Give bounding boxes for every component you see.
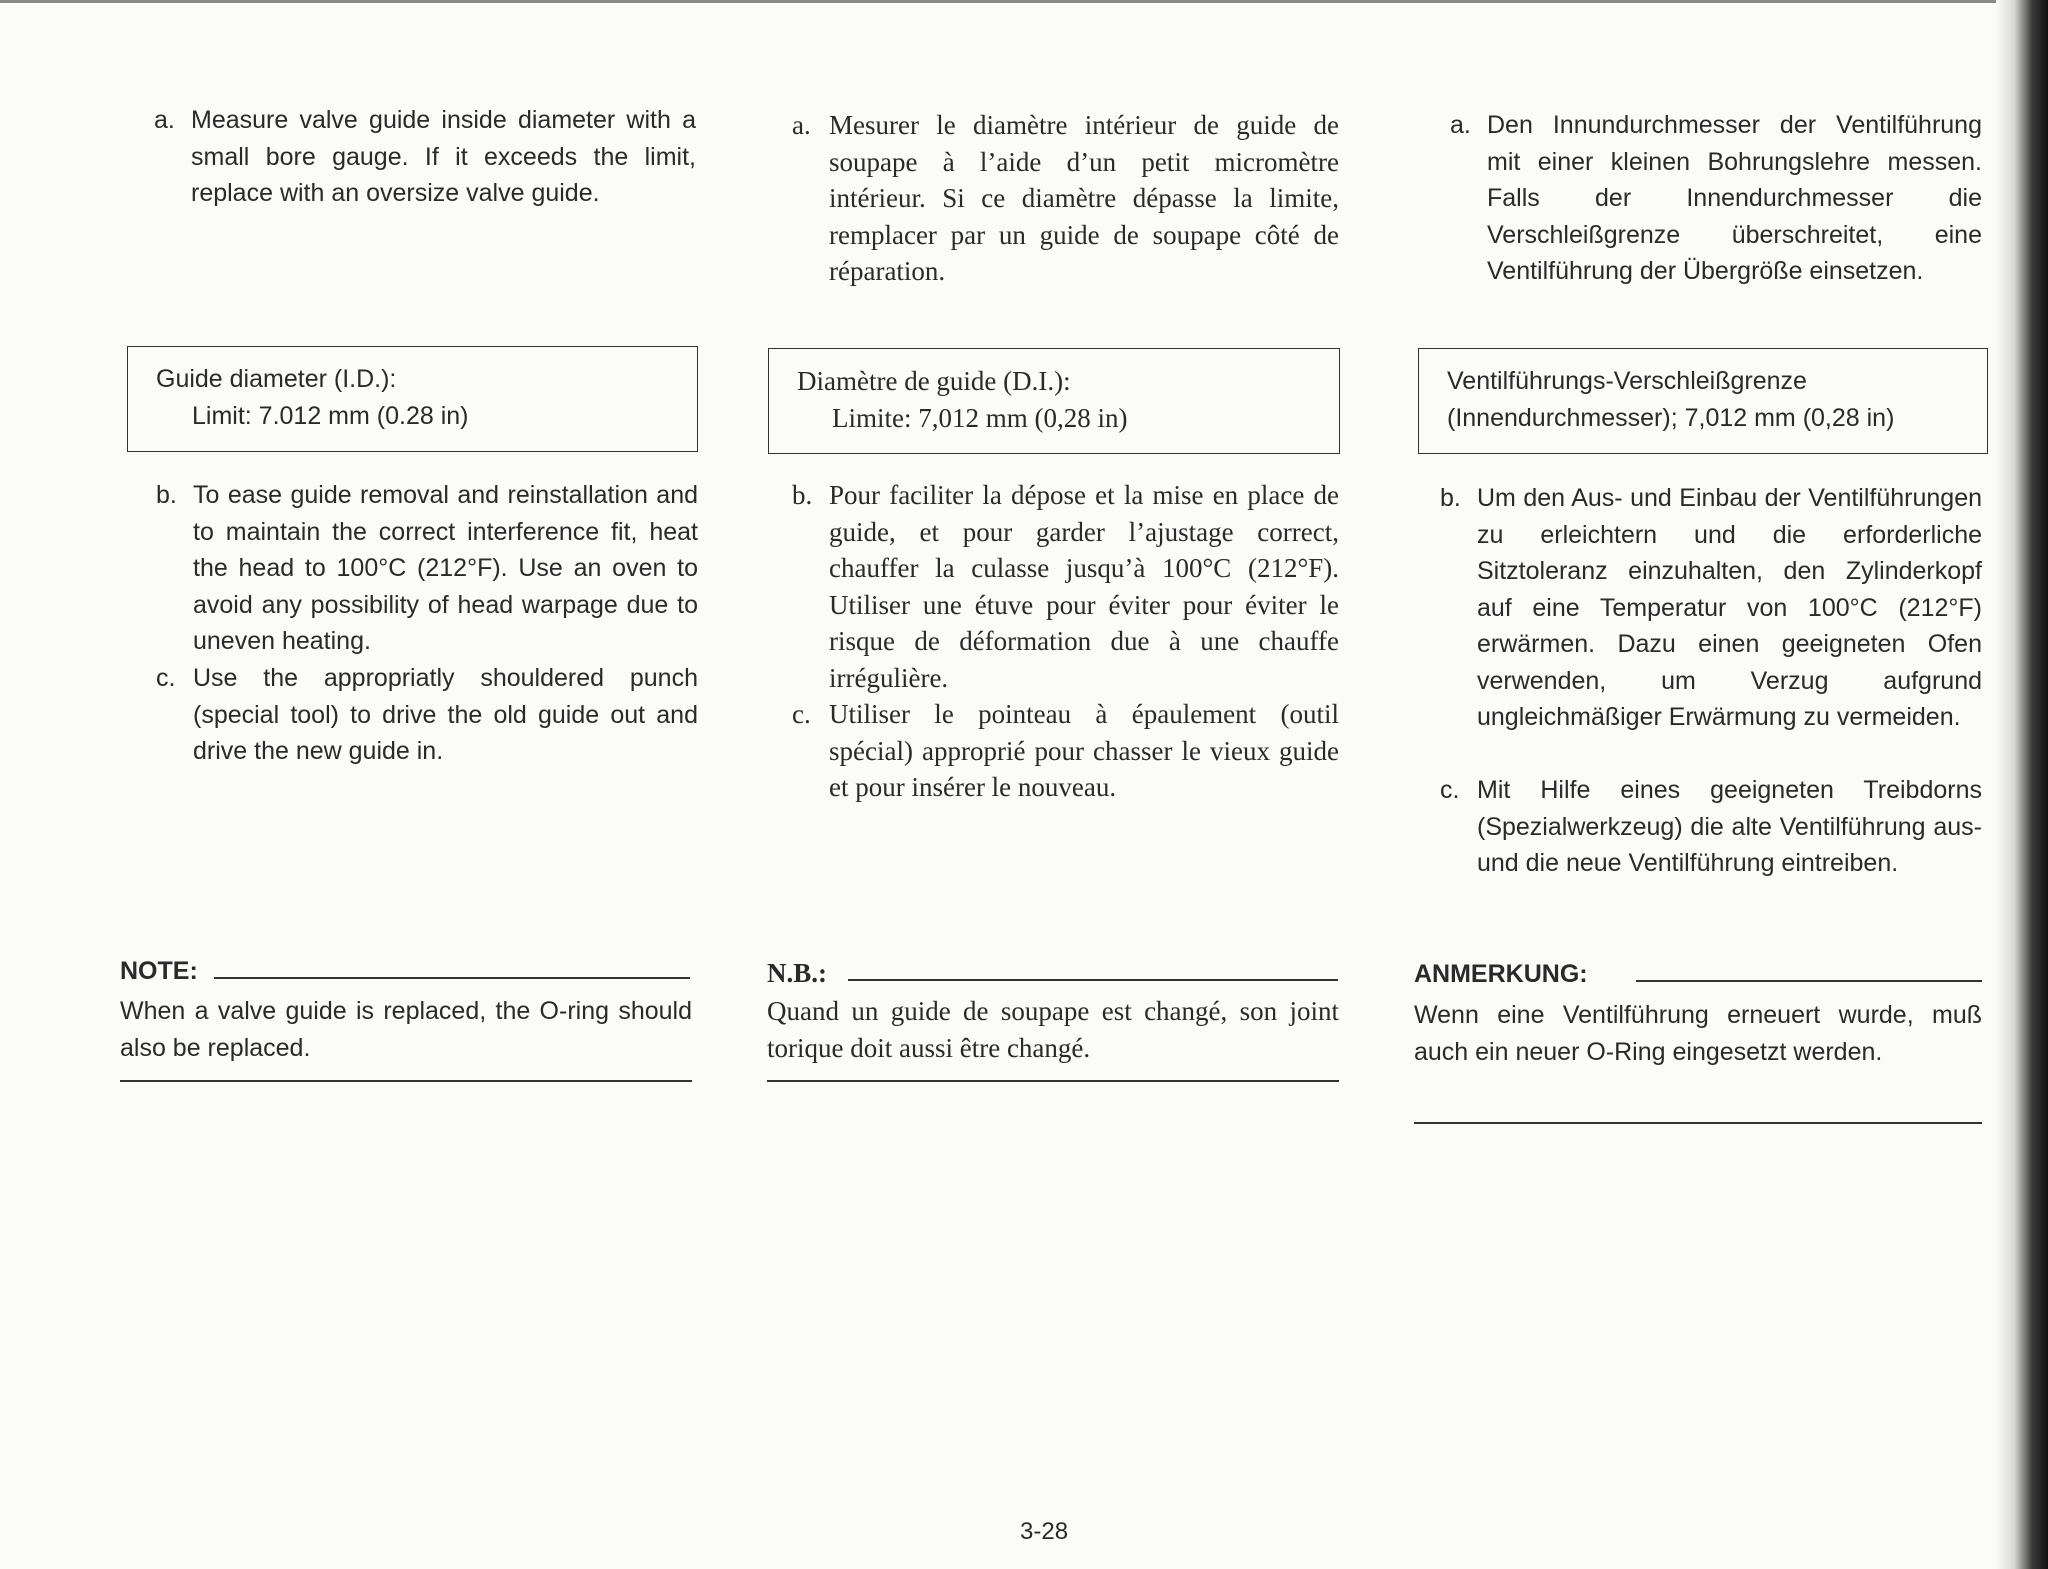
english-spec-box bbox=[127, 346, 698, 452]
step-text: Mesurer le diamètre intérieur de guide de soupape à l’aide d’un petit micromètre intérieur. Si ce diamètre dépasse la limite, remplacer par un guide de soupape côté de réparation. bbox=[829, 110, 1339, 286]
page-number: 3-28 bbox=[1020, 1518, 1069, 1545]
german-step-a bbox=[1450, 107, 1982, 290]
english-note-heading: NOTE: bbox=[120, 957, 198, 985]
english-note-end-rule bbox=[120, 1080, 692, 1082]
step-text: Um den Aus- und Einbau der Ventilführungen zu erleichtern und die erforderliche Sitztoleranz einzuhalten, den Zylinderkopf auf eine Temperatur von 100°C (212°F) erwärmen. Dazu einen geeigneten Ofen verwenden, um Verzug aufgrund ungleichmäßiger Erwärmung zu vermeiden. bbox=[1477, 484, 1982, 731]
german-note-text: Wenn eine Ventilführung erneuert wurde, muß auch ein neuer O-Ring eingesetzt werden. bbox=[1414, 1001, 1982, 1066]
step-label: a. bbox=[154, 106, 175, 134]
french-step-a bbox=[792, 107, 1339, 290]
english-note-text: When a valve guide is replaced, the O-ring should also be replaced. bbox=[120, 997, 692, 1062]
step-label: c. bbox=[156, 664, 176, 692]
english-note-rule bbox=[214, 977, 690, 979]
spec-limit: Limite: 7,012 mm (0,28 in) bbox=[832, 403, 1128, 433]
step-text: To ease guide removal and reinstallation and to maintain the correct interference fit, heat the head to 100°C (212°F). Use an oven to avoid any possibility of head warpage due to uneven heating. bbox=[193, 481, 698, 655]
step-label: c. bbox=[792, 699, 811, 729]
step-text: Use the appropriatly shouldered punch (special tool) to drive the old guide out and drive the new guide in. bbox=[193, 664, 698, 765]
french-note-rule bbox=[848, 979, 1338, 981]
step-text: Pour faciliter la dépose et la mise en place de guide, et pour garder l’ajustage correct, chauffer la culasse jusqu’à 100°C (212°F). Utiliser une étuve pour éviter pour éviter le risque de déformation due à une chauffe irrégulière. bbox=[829, 480, 1339, 693]
spec-title: Guide diameter (I.D.): bbox=[156, 365, 397, 393]
french-note-heading: N.B.: bbox=[767, 958, 827, 988]
english-step-c bbox=[156, 660, 698, 770]
step-text: Measure valve guide inside diameter with a small bore gauge. If it exceeds the limit, replace with an oversize valve guide. bbox=[191, 106, 696, 207]
step-label: a. bbox=[1450, 111, 1471, 139]
page-top-edge bbox=[0, 0, 2010, 3]
spec-title: Diamètre de guide (D.I.): bbox=[797, 366, 1071, 396]
french-spec-box bbox=[768, 348, 1340, 454]
french-step-b bbox=[792, 477, 1339, 696]
english-step-b bbox=[156, 477, 698, 660]
step-label: b. bbox=[1440, 484, 1461, 512]
spec-title: Ventilführungs-Verschleißgrenze bbox=[1447, 367, 1807, 395]
book-binding-shadow bbox=[1996, 0, 2048, 1569]
step-label: a. bbox=[792, 110, 811, 140]
french-note-end-rule bbox=[767, 1080, 1339, 1082]
german-note-rule bbox=[1636, 980, 1982, 982]
spec-limit: (Innendurchmesser); 7,012 mm (0,28 in) bbox=[1447, 404, 1895, 432]
german-step-b bbox=[1440, 480, 1982, 736]
french-step-c bbox=[792, 696, 1339, 806]
step-label: b. bbox=[792, 480, 813, 510]
spec-limit: Limit: 7.012 mm (0.28 in) bbox=[192, 402, 469, 430]
french-note-text: Quand un guide de soupape est changé, son joint torique doit aussi être changé. bbox=[767, 996, 1339, 1063]
step-text: Den Innundurchmesser der Ventilführung mit einer kleinen Bohrungslehre messen. Falls der Innendurchmesser die Verschleißgrenze überschreitet, eine Ventilführung der Übergröße einsetzen. bbox=[1487, 111, 1982, 285]
step-label: c. bbox=[1440, 776, 1460, 804]
step-text: Utiliser le pointeau à épaulement (outil spécial) approprié pour chasser le vieux guide et pour insérer le nouveau. bbox=[829, 699, 1339, 802]
german-note-heading: ANMERKUNG: bbox=[1414, 960, 1588, 988]
german-step-c bbox=[1440, 772, 1982, 882]
step-text: Mit Hilfe eines geeigneten Treibdorns (Spezialwerkzeug) die alte Ventilführung aus- und die neue Ventilführung eintreiben. bbox=[1477, 776, 1982, 877]
step-label: b. bbox=[156, 481, 177, 509]
german-note-end-rule bbox=[1414, 1122, 1982, 1124]
english-step-a bbox=[154, 102, 696, 212]
german-spec-box bbox=[1418, 348, 1988, 454]
